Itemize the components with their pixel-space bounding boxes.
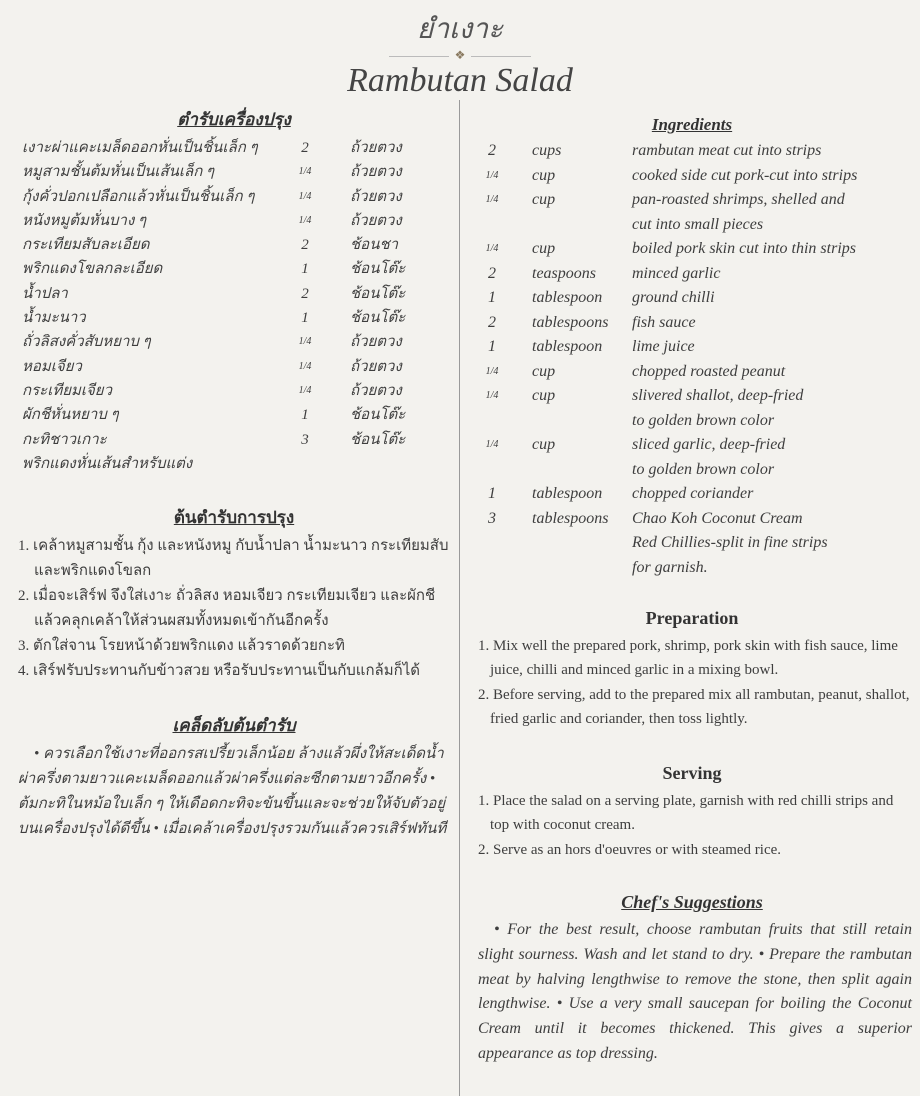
ingredient-row-continued (472, 458, 912, 483)
ingredient-qty: 1 (301, 310, 309, 327)
ingredient-qty-spacer (472, 409, 532, 434)
ingredient-qty: 1 (488, 485, 496, 502)
ingredient-qty: 1 (301, 261, 309, 278)
ingredient-qty: 1 (488, 338, 496, 355)
ingredient-unit: ถ้วยตวง (350, 188, 402, 205)
ingredient-desc: Chao Koh Coconut Cream (632, 509, 803, 527)
ingredient-name: เงาะผ่าแคะเมล็ดออกหั่นเป็นชิ้นเล็ก ๆ (22, 140, 258, 156)
ingredient-desc: rambutan meat cut into strips (632, 142, 822, 159)
ingredient-name: กะทิชาวเกาะ (22, 431, 107, 448)
ingredient-name: กระเทียมสับละเอียด (22, 237, 150, 254)
thai-tips-heading: เคล็ดลับต้นตำรับ (172, 716, 296, 736)
ingredient-unit: ช้อนโต๊ะ (350, 285, 406, 302)
ingredient-unit: ถ้วยตวง (350, 334, 402, 351)
ingredient-qty: 3 (488, 509, 496, 527)
thai-ingredients-heading: ตำรับเครื่องปรุง (177, 110, 291, 129)
ingredient-qty: 1/4 (485, 169, 499, 181)
ingredient-row (18, 282, 450, 306)
ingredient-row (18, 160, 450, 184)
ingredient-unit: cup (532, 191, 556, 208)
ingredient-name: พริกแดงโขลกละเอียด (22, 261, 163, 278)
ingredient-row-continued (472, 409, 912, 434)
ingredient-row (18, 209, 450, 233)
ingredient-qty: 1/4 (485, 243, 499, 254)
ingredient-desc: Red Chillies-split in fine strips (632, 534, 828, 551)
thai-title: ยำเงาะ (416, 14, 504, 45)
ingredient-row (18, 306, 450, 330)
ingredient-row (472, 262, 912, 287)
ingredient-qty: 2 (488, 142, 496, 159)
ingredient-row (18, 428, 450, 452)
ingredient-desc: minced garlic (632, 264, 721, 282)
ingredient-unit: ช้อนโต๊ะ (350, 431, 406, 448)
list-item: 3. ตักใส่จาน โรยหน้าด้วยพริกแดง แล้วราดด้วยกะทิ (18, 638, 345, 655)
column-divider (459, 100, 460, 1096)
ingredient-qty: 1/4 (298, 336, 312, 348)
ingredient-unit: ช้อนชา (350, 237, 399, 254)
ingredient-row (472, 311, 912, 336)
ingredient-unit: ช้อนโต๊ะ (350, 407, 406, 424)
ingredient-desc: chopped coriander (632, 485, 754, 502)
ingredient-desc: fish sauce (632, 313, 696, 331)
ingredient-row-continued (472, 556, 912, 581)
ingredient-qty: 1/4 (485, 365, 499, 377)
ingredient-qty-spacer (472, 458, 532, 483)
ingredient-qty: 1/4 (298, 214, 312, 226)
ingredient-name: หอมเจียว (22, 358, 82, 375)
ingredient-row-continued (472, 213, 912, 238)
ingredient-row (472, 164, 912, 189)
ingredient-qty: 1/4 (485, 194, 499, 205)
ingredient-unit: cup (532, 387, 556, 404)
ingredient-desc: cooked side cut pork-cut into strips (632, 166, 858, 184)
ingredient-unit-spacer (532, 213, 632, 238)
ingredient-qty: 3 (301, 431, 309, 448)
ingredient-qty-spacer (472, 556, 532, 581)
ingredient-row (472, 360, 912, 385)
ingredient-unit: ช้อนโต๊ะ (350, 261, 406, 278)
ingredient-name: หมูสามชั้นต้มหั่นเป็นเส้นเล็ก ๆ (22, 164, 215, 181)
ingredient-unit: cups (532, 142, 562, 159)
ingredient-unit (320, 452, 450, 476)
ingredient-row (472, 433, 912, 458)
ingredient-unit-spacer (532, 556, 632, 581)
ingredient-desc: pan-roasted shrimps, shelled and (632, 191, 845, 208)
ingredient-row (472, 384, 912, 409)
ingredient-qty: 1 (488, 289, 496, 306)
ingredient-qty: 1/4 (298, 360, 312, 372)
list-item: 2. เมื่อจะเสิร์ฟ จึงใส่เงาะ ถั่วลิสง หอมเจียว กระเทียมเจียว และผักชี แล้วคลุกเคล้าให้ส่วนผสมทั้งหมดเข้ากันอีกครั้ง (18, 588, 436, 630)
preparation-list (472, 634, 912, 731)
thai-column (18, 108, 450, 842)
ingredient-desc-continued: to golden brown color (632, 460, 775, 478)
serving-list (472, 789, 912, 862)
ingredient-unit: ถ้วยตวง (350, 382, 402, 399)
english-title: Rambutan Salad (347, 62, 573, 99)
ingredient-unit: tablespoons (532, 313, 609, 331)
ingredient-qty: 2 (488, 264, 496, 282)
ingredient-row (472, 188, 912, 213)
ingredient-row (472, 139, 912, 164)
ingredient-row (18, 185, 450, 209)
list-item: 1. เคล้าหมูสามชั้น กุ้ง และหนังหมู กับน้ำปลา น้ำมะนาว กระเทียมสับ และพริกแดงโขลก (18, 538, 449, 580)
ingredient-desc: lime juice (632, 338, 695, 355)
ingredient-desc: chopped roasted peanut (632, 362, 786, 380)
ingredient-row (472, 335, 912, 360)
ingredient-unit: ช้อนโต๊ะ (350, 310, 406, 327)
ingredient-row (472, 286, 912, 311)
preparation-heading: Preparation (645, 608, 739, 628)
ingredient-row (18, 257, 450, 281)
ingredient-unit: cup (532, 436, 556, 453)
ingredients-heading: Ingredients (651, 115, 733, 134)
ingredient-unit: teaspoons (532, 264, 596, 282)
ingredient-row (18, 452, 450, 476)
ingredient-unit: tablespoon (532, 485, 603, 502)
ingredient-qty: 1/4 (485, 390, 499, 401)
ingredient-name: ผักชีหั่นหยาบ ๆ (22, 407, 119, 424)
ingredient-unit: cup (532, 240, 556, 257)
ingredient-unit: tablespoon (532, 289, 603, 306)
list-item: 4. เสิร์ฟรับประทานกับข้าวสวย หรือรับประทานเป็นกับแกล้มก็ได้ (18, 663, 420, 680)
ingredient-desc: ground chilli (632, 289, 715, 306)
ingredient-unit: ถ้วยตวง (350, 358, 402, 375)
ingredients-list (472, 139, 912, 580)
ingredient-unit: ถ้วยตวง (350, 140, 402, 156)
ingredient-unit: tablespoon (532, 338, 603, 355)
ingredient-row (18, 136, 450, 160)
ingredient-qty: 2 (301, 285, 309, 302)
ingredient-unit: tablespoons (532, 509, 609, 527)
list-item: 1. Place the salad on a serving plate, garnish with red chilli strips and top with coconut cream. (478, 793, 894, 834)
ingredient-name: หนังหมูต้มหั่นบาง ๆ (22, 212, 147, 229)
ingredient-qty-spacer (472, 213, 532, 238)
ornament-divider (0, 48, 920, 62)
ingredient-qty: 1/4 (485, 439, 499, 450)
ingredient-qty: 1/4 (298, 384, 312, 396)
ingredient-unit: ถ้วยตวง (350, 212, 402, 229)
ingredient-name: กระเทียมเจียว (22, 382, 113, 399)
list-item: 1. Mix well the prepared pork, shrimp, pork skin with fish sauce, lime juice, chilli and minced garlic in a mixing bowl. (478, 638, 898, 679)
list-item: 2. Serve as an hors d'oeuvres or with steamed rice. (478, 841, 782, 858)
ingredient-qty: 1 (301, 407, 309, 424)
ingredient-name: กุ้งคั่วปอกเปลือกแล้วหั่นเป็นชิ้นเล็ก ๆ (22, 188, 255, 205)
thai-ingredients-list (18, 136, 450, 476)
ingredient-desc-continued: to golden brown color (632, 411, 775, 429)
thai-method-heading: ต้นตำรับการปรุง (173, 508, 295, 528)
thai-tips-text: • ควรเลือกใช้เงาะที่ออกรสเปรี้ยวเล็กน้อย ล้างแล้วผึ่งให้สะเด็ดน้ำ ผ่าครึ่งตามยาวแคะเมล็ดออกแล้วผ่าครึ่งแต่ละซีกตามยาวอีกครั้ง • ต้มกะทิในหม้อใบเล็ก ๆ ให้เดือดกะทิจะข้นขึ้นและจะช่วยให้จับตัวอยู่บนเครื่องปรุงได้ดีขึ้น • เมื่อเคล้าเครื่องปรุงรวมกันแล้วควรเสิร์ฟทันที (18, 746, 447, 838)
ingredient-qty: 1/4 (298, 190, 312, 202)
list-item: 2. Before serving, add to the prepared mix all rambutan, peanut, shallot, fried garlic and coriander, then toss lightly. (478, 686, 910, 727)
ingredient-row (472, 531, 912, 556)
ingredient-row (472, 237, 912, 262)
ingredient-desc: boiled pork skin cut into thin strips (632, 240, 856, 257)
ingredient-row (18, 403, 450, 427)
ingredient-unit-spacer (532, 458, 632, 483)
ingredient-name: พริกแดงหั่นเส้นสำหรับแต่ง (22, 455, 193, 472)
ingredient-unit: cup (532, 362, 556, 380)
ingredient-qty (472, 531, 532, 556)
ingredient-row (472, 507, 912, 532)
ingredient-qty: 2 (301, 237, 309, 254)
ingredient-unit (532, 531, 632, 556)
ingredient-row (18, 330, 450, 354)
thai-method-list (18, 534, 450, 684)
english-column (472, 113, 912, 1067)
ingredient-desc: slivered shallot, deep-fried (632, 387, 804, 404)
ingredient-desc: sliced garlic, deep-fried (632, 436, 786, 453)
ingredient-unit-spacer (532, 409, 632, 434)
chef-suggestions-text: • For the best result, choose rambutan fruits that still retain slight sourness. Wash and let stand to dry. • Prepare the rambutan meat by halving lengthwise to remove the stone, then split again lengthwise. • Use a very small saucepan for boiling the Coconut Cream until it becomes thickened. This gives a superior appearance as top dressing. (478, 921, 912, 1063)
ingredient-unit: cup (532, 166, 556, 184)
ingredient-name: น้ำมะนาว (22, 310, 86, 327)
ingredient-name: น้ำปลา (22, 285, 68, 302)
ingredient-row (18, 233, 450, 257)
chef-suggestions-heading: Chef's Suggestions (621, 892, 763, 913)
ingredient-qty: 2 (301, 140, 309, 156)
diamond-ornament-icon: ❖ (454, 48, 466, 62)
ingredient-row (18, 379, 450, 403)
ingredient-qty: 2 (488, 313, 496, 331)
ingredient-qty: 1/4 (298, 166, 312, 178)
serving-heading: Serving (662, 763, 722, 784)
ingredient-desc-continued: cut into small pieces (632, 215, 764, 233)
ingredient-row (472, 482, 912, 507)
ingredient-desc-continued: for garnish. (632, 558, 708, 576)
ingredient-qty (290, 452, 320, 476)
ingredient-unit: ถ้วยตวง (350, 164, 402, 181)
ingredient-name: ถั่วลิสงคั่วสับหยาบ ๆ (22, 334, 151, 351)
ingredient-row (18, 355, 450, 379)
